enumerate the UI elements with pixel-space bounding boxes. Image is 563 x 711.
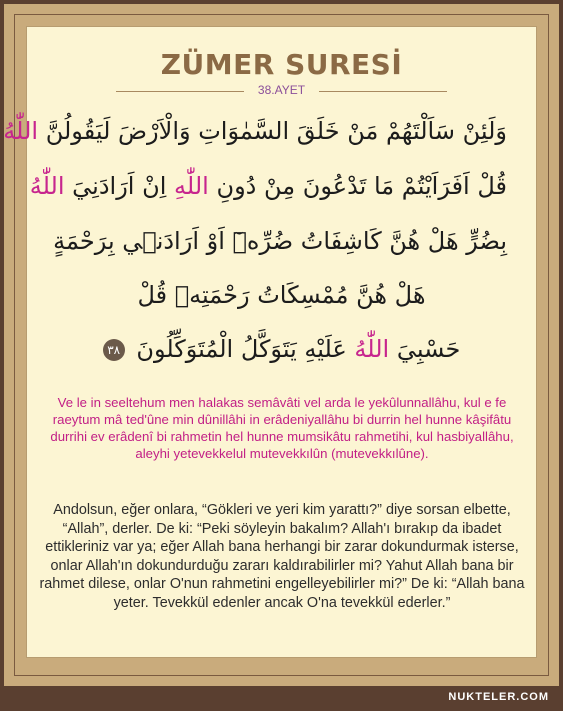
- page-content: [3, 26, 537, 658]
- ayah-label: 38.AYET: [257, 83, 306, 97]
- arabic-line-2: [29, 169, 507, 203]
- allah-word: اللّٰهُ: [3, 117, 39, 145]
- arabic-line-3: بِضُرٍّ هَلْ هُنَّ كَاشِفَاتُ ضُرِّهٖٓ اَوْ اَرَادَنٖي بِرَحْمَةٍ: [53, 227, 507, 255]
- ayah-label-row: [116, 83, 447, 99]
- arabic-text: قُلْ اَفَرَاَيْتُمْ مَا تَدْعُونَ مِنْ دُونِ: [208, 172, 507, 200]
- arabic-text: عَلَيْهِ يَتَوَكَّلُ الْمُتَوَكِّلُونَ: [136, 335, 355, 363]
- arabic-line-5: [56, 332, 507, 366]
- divider-right: [319, 91, 447, 92]
- allah-word: اللّٰهِ: [174, 172, 209, 200]
- arabic-text: اِنْ اَرَادَنِيَ: [64, 172, 175, 200]
- ayah-number-badge: ٣٨: [103, 339, 125, 361]
- arabic-text: حَسْبِيَ: [389, 335, 461, 363]
- watermark: NUKTELER.COM: [448, 691, 549, 703]
- transliteration-text: Ve le in seeltehum men halakas semâvâti vel arda le yekûlunnallâhu, kul e fe raeytum mâ ted'ûne min dûnillâhi in erâdeniyallâhu bi durrin hel hunne kâşifâtu durrihi ev erâdenî bi rahmetin hel hunne mumsikâtu rahmetihi, kul hasbiyallâhu, aleyhi yetevekkelul mutevekkılûn (mutevekkılûne).: [50, 395, 514, 461]
- arabic-line-4: هَلْ هُنَّ مُمْسِكَاتُ رَحْمَتِهٖ قُلْ: [137, 281, 426, 309]
- allah-word: اللّٰهُ: [29, 172, 65, 200]
- allah-word: اللّٰهُ: [354, 335, 390, 363]
- arabic-text: وَلَئِنْ سَاَلْتَهُمْ مَنْ خَلَقَ السَّمٰوَاتِ وَالْاَرْضَ لَيَقُولُنَّ: [38, 117, 507, 145]
- arabic-line-1: [3, 114, 507, 148]
- meaning-text: Andolsun, eğer onlara, “Gökleri ve yeri kim yarattı?” diye sorsan elbette, “Allah”, derler. De ki: “Peki söyleyin bakalım? Allah'ı bırakıp da ibadet ettikleriniz var ya; eğer Allah bana herhangi bir zarar dokundurmak isterse, onlar Allah'ın dokundurduğu zararı kaldırabilirler mi? Yahut Allah bana bir rahmet dilese, onlar O'nun rahmetini engelleyebilirler mi?” De ki: “Allah bana yeter. Tevekkül edenler ancak O'na tevekkül ederler.”: [39, 502, 525, 611]
- page-title: ZÜMER SURESİ: [160, 48, 403, 81]
